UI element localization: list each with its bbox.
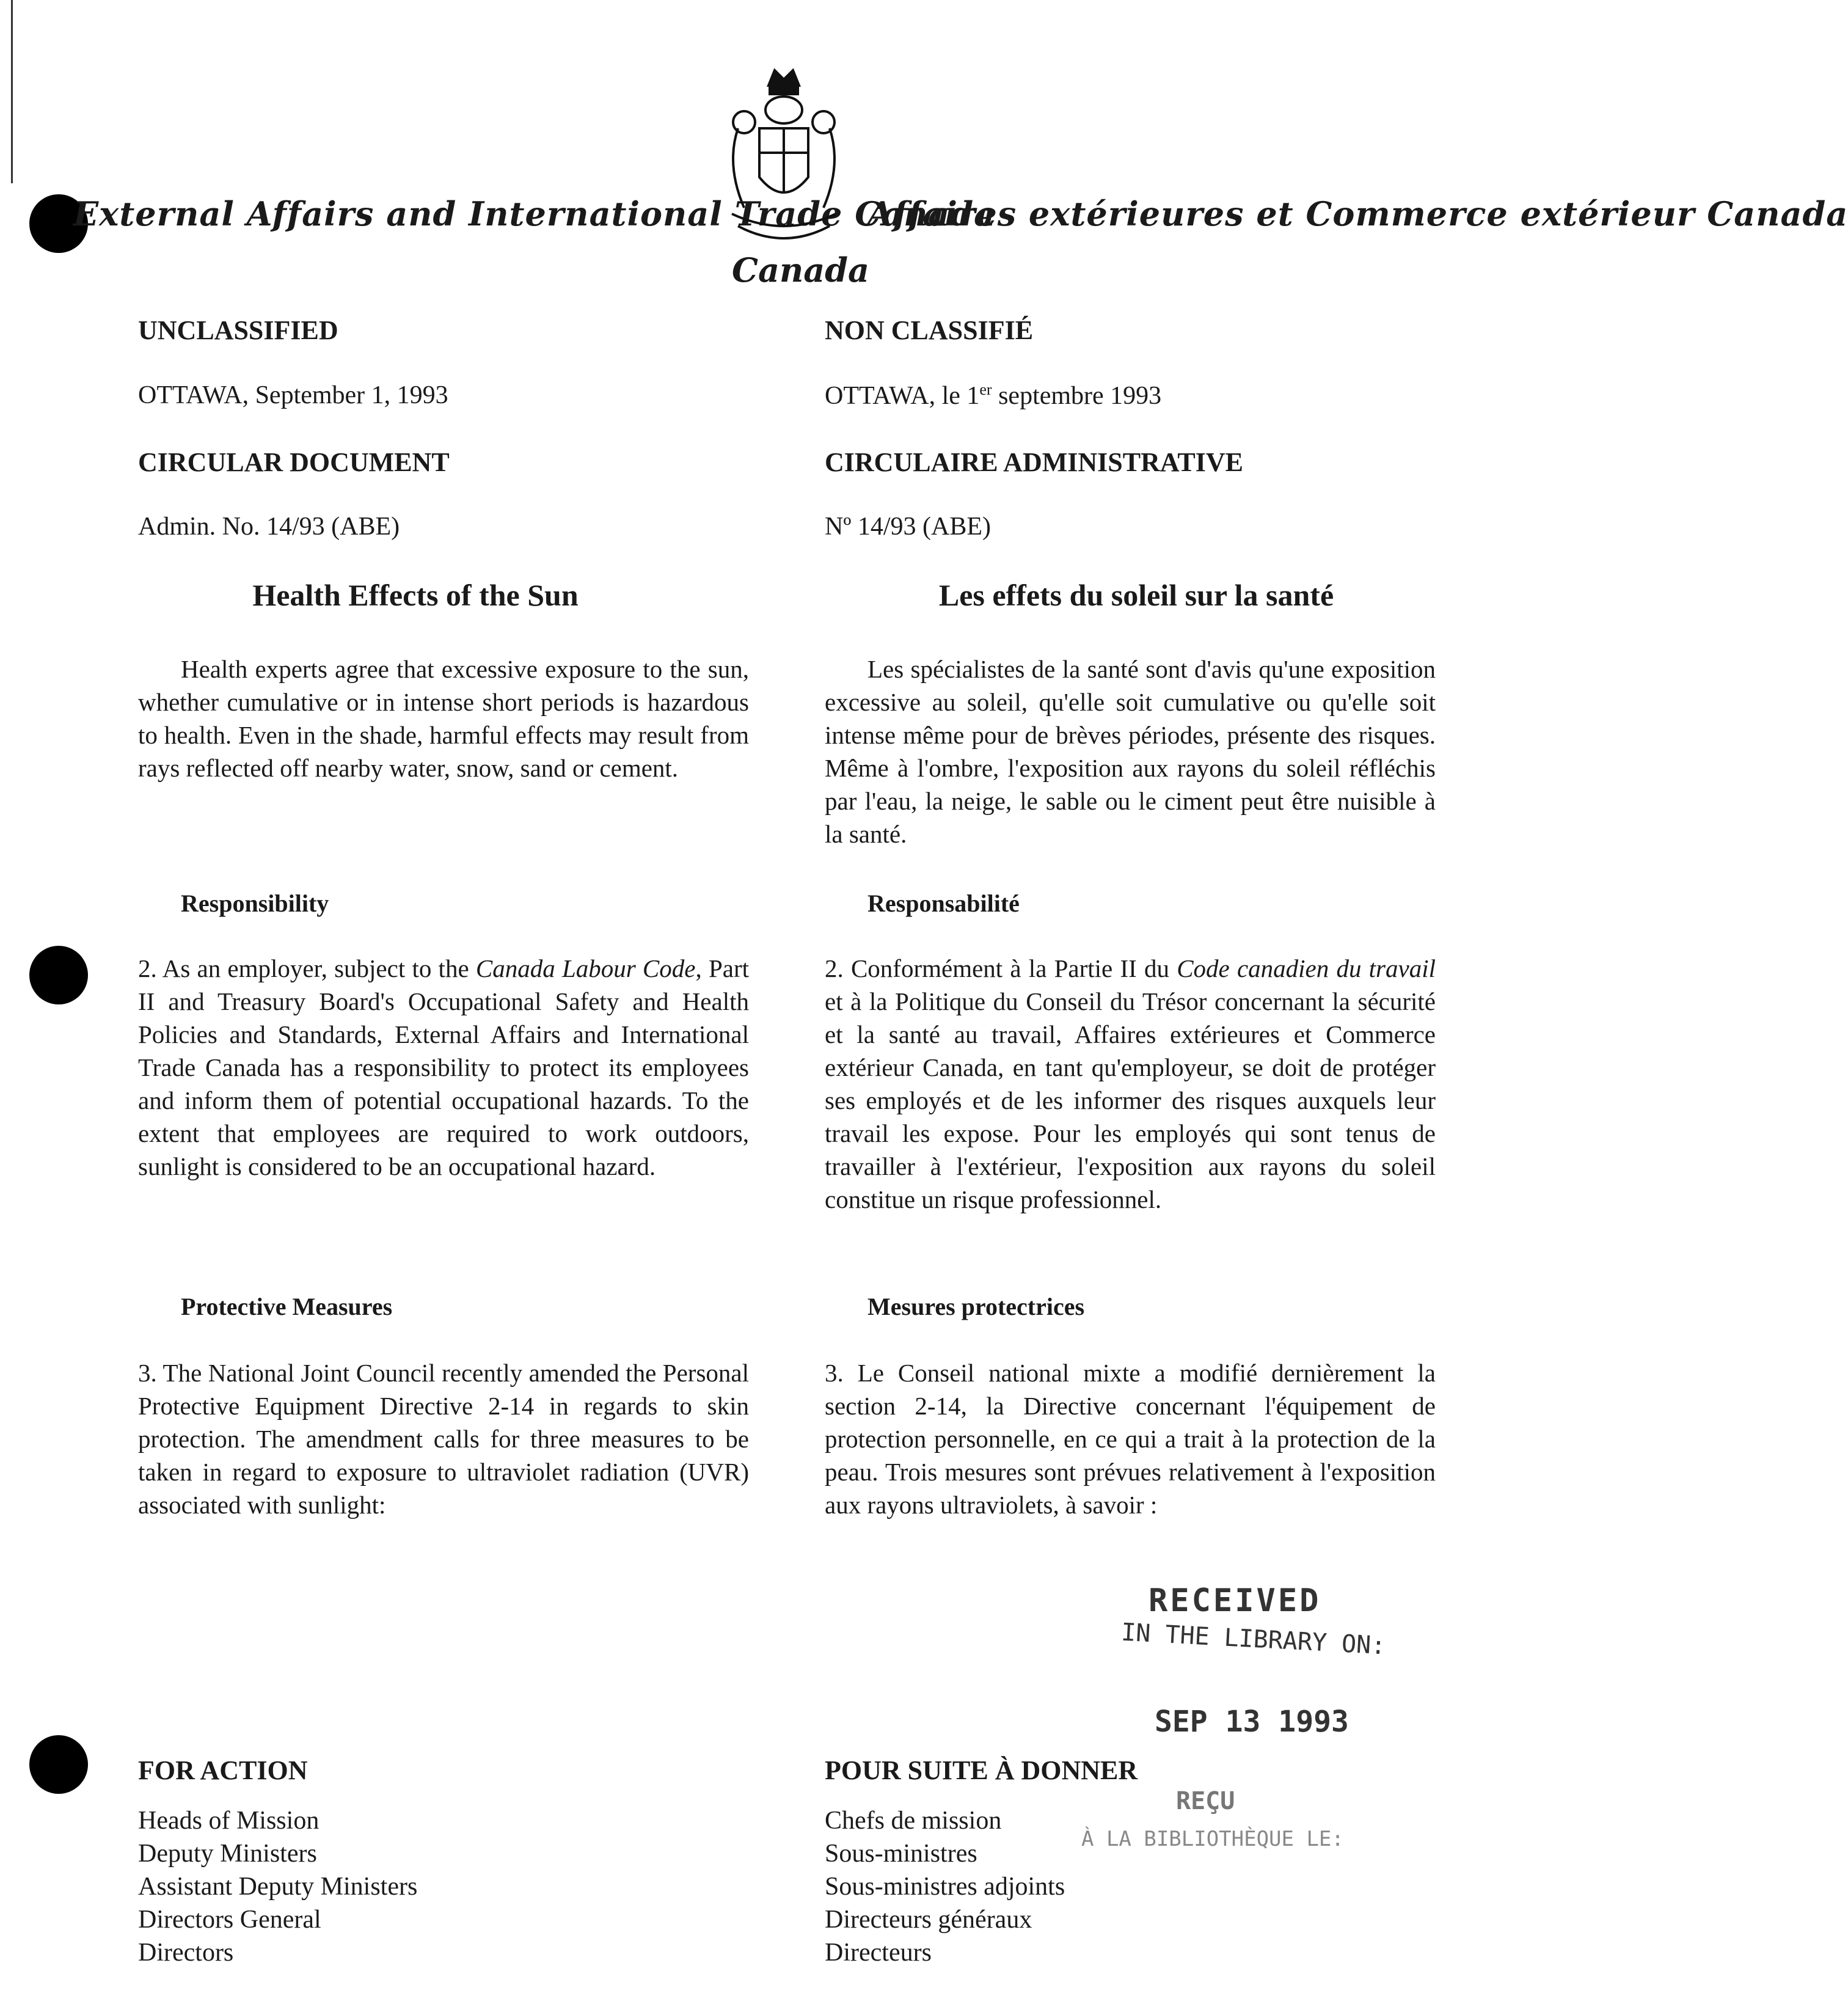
- bibliotheque-stamp: À LA BIBLIOTHÈQUE LE:: [1081, 1827, 1344, 1851]
- recipient-fr: Chefs de mission: [825, 1807, 1002, 1835]
- date-stamp: SEP 13 1993: [1155, 1705, 1349, 1739]
- dateline-en: OTTAWA, September 1, 1993: [138, 381, 448, 409]
- recipients-en: [138, 1804, 749, 1969]
- para-3-en: [138, 1356, 749, 1521]
- intro-en: [138, 653, 749, 784]
- pour-suite-heading: POUR SUITE À DONNER: [825, 1755, 1138, 1785]
- department-name-fr: Affaires extérieures et Commerce extérieur Canada: [867, 194, 1848, 233]
- para-2-en-code: Canada Labour Code: [475, 954, 696, 982]
- doc-type-en: CIRCULAR DOCUMENT: [138, 447, 450, 477]
- para-2-fr: [825, 952, 1436, 1216]
- para-3-fr-text: 3. Le Conseil national mixte a modifié dernièrement la section 2-14, la Directive concernant l'équipement de protection personnelle, en ce qui a trait à la protection de la peau. Trois mesures sont prévues relativement à l'exposition aux rayons ultraviolets, à savoir :: [825, 1359, 1436, 1519]
- doc-type-fr: CIRCULAIRE ADMINISTRATIVE: [825, 447, 1243, 477]
- recipient-en: Deputy Ministers: [138, 1840, 317, 1868]
- recipient-en: Directors General: [138, 1906, 321, 1934]
- para-2-fr-b: et à la Politique du Conseil du Trésor concernant la sécurité et la santé au travail, Affaires extérieures et Commerce extérieur Canada, en tant qu'employeur, se doit de protéger ses employés et de les informer des risques auxquels leur travail les expose. Pour les employés qui sont tenus de travailler à l'extérieur, l'exposition aux rayons du soleil constitue un risque professionnel.: [825, 987, 1436, 1213]
- para-2-en: [138, 952, 749, 1183]
- page-edge-line: [11, 0, 13, 183]
- received-stamp: RECEIVED: [1149, 1582, 1321, 1619]
- punch-hole-middle: [29, 946, 88, 1004]
- for-action-heading: FOR ACTION: [138, 1755, 308, 1785]
- coat-of-arms-icon: [701, 61, 866, 263]
- recu-stamp: REÇU: [1176, 1787, 1235, 1815]
- para-2-fr-a: 2. Conformément à la Partie II du: [825, 954, 1177, 982]
- para-2-fr-code: Code canadien du travail: [1177, 954, 1436, 982]
- para-3-en-text: 3. The National Joint Council recently amended the Personal Protective Equipment Directive 2-14 in regards to skin protection. The amendment calls for three measures to be taken in regard to exposure to ultraviolet radiation (UVR) associated with sunlight:: [138, 1359, 749, 1519]
- heading-protective-en: Protective Measures: [181, 1293, 393, 1320]
- recipient-fr: Directeurs: [825, 1939, 932, 1967]
- dateline-fr: [825, 381, 1436, 411]
- recipient-fr: Sous-ministres: [825, 1840, 977, 1868]
- recipient-en: Assistant Deputy Ministers: [138, 1873, 418, 1901]
- heading-protective-fr: Mesures protectrices: [867, 1293, 1085, 1320]
- punch-hole-bottom: [29, 1735, 88, 1794]
- recipient-fr: Sous-ministres adjoints: [825, 1873, 1065, 1901]
- recipients-fr: [825, 1804, 1065, 1969]
- intro-text-en: Health experts agree that excessive exposure to the sun, whether cumulative or in intense short periods is hazardous to health. Even in the shade, harmful effects may result from rays reflected off nearby water, snow, sand or cement.: [138, 655, 749, 782]
- heading-responsibility-fr: Responsabilité: [867, 890, 1020, 917]
- classification-fr: NON CLASSIFIÉ: [825, 315, 1034, 345]
- recipient-en: Heads of Mission: [138, 1807, 320, 1835]
- intro-text-fr: Les spécialistes de la santé sont d'avis qu'une exposition excessive au soleil, qu'elle soit cumulative ou qu'elle soit intense même pour de brèves périodes, présente des risques. Même à l'ombre, l'exposition aux rayons du soleil réfléchis par l'eau, la neige, le sable ou le ciment peut être nuisible à la santé.: [825, 655, 1436, 848]
- recipient-en: Directors: [138, 1939, 234, 1967]
- doc-number-en: Admin. No. 14/93 (ABE): [138, 513, 400, 541]
- canada-wordmark: Canada: [732, 250, 869, 290]
- dateline-fr-pre: OTTAWA, le 1: [825, 382, 980, 410]
- classification-en: UNCLASSIFIED: [138, 315, 338, 345]
- recipient-fr: Directeurs généraux: [825, 1906, 1032, 1934]
- para-2-en-a: 2. As an employer, subject to the: [138, 954, 476, 982]
- library-stamp: IN THE LIBRARY ON:: [1120, 1618, 1387, 1661]
- department-name-en: External Affairs and International Trade Canada: [73, 194, 996, 233]
- heading-responsibility-en: Responsibility: [181, 890, 329, 917]
- dateline-fr-post: septembre 1993: [992, 382, 1162, 410]
- dateline-fr-sup: er: [979, 381, 992, 398]
- intro-fr: [825, 653, 1436, 850]
- title-en: Health Effects of the Sun: [252, 578, 579, 612]
- para-2-en-b: , Part II and Treasury Board's Occupational Safety and Health Policies and Standards, External Affairs and International Trade Canada has a responsibility to protect its employees and inform them of potential occupational hazards. To the extent that employees are required to work outdoors, sunlight is considered to be an occupational hazard.: [138, 954, 750, 1180]
- title-fr: Les effets du soleil sur la santé: [938, 578, 1334, 612]
- doc-number-fr: Nº 14/93 (ABE): [825, 513, 991, 541]
- para-3-fr: [825, 1356, 1436, 1521]
